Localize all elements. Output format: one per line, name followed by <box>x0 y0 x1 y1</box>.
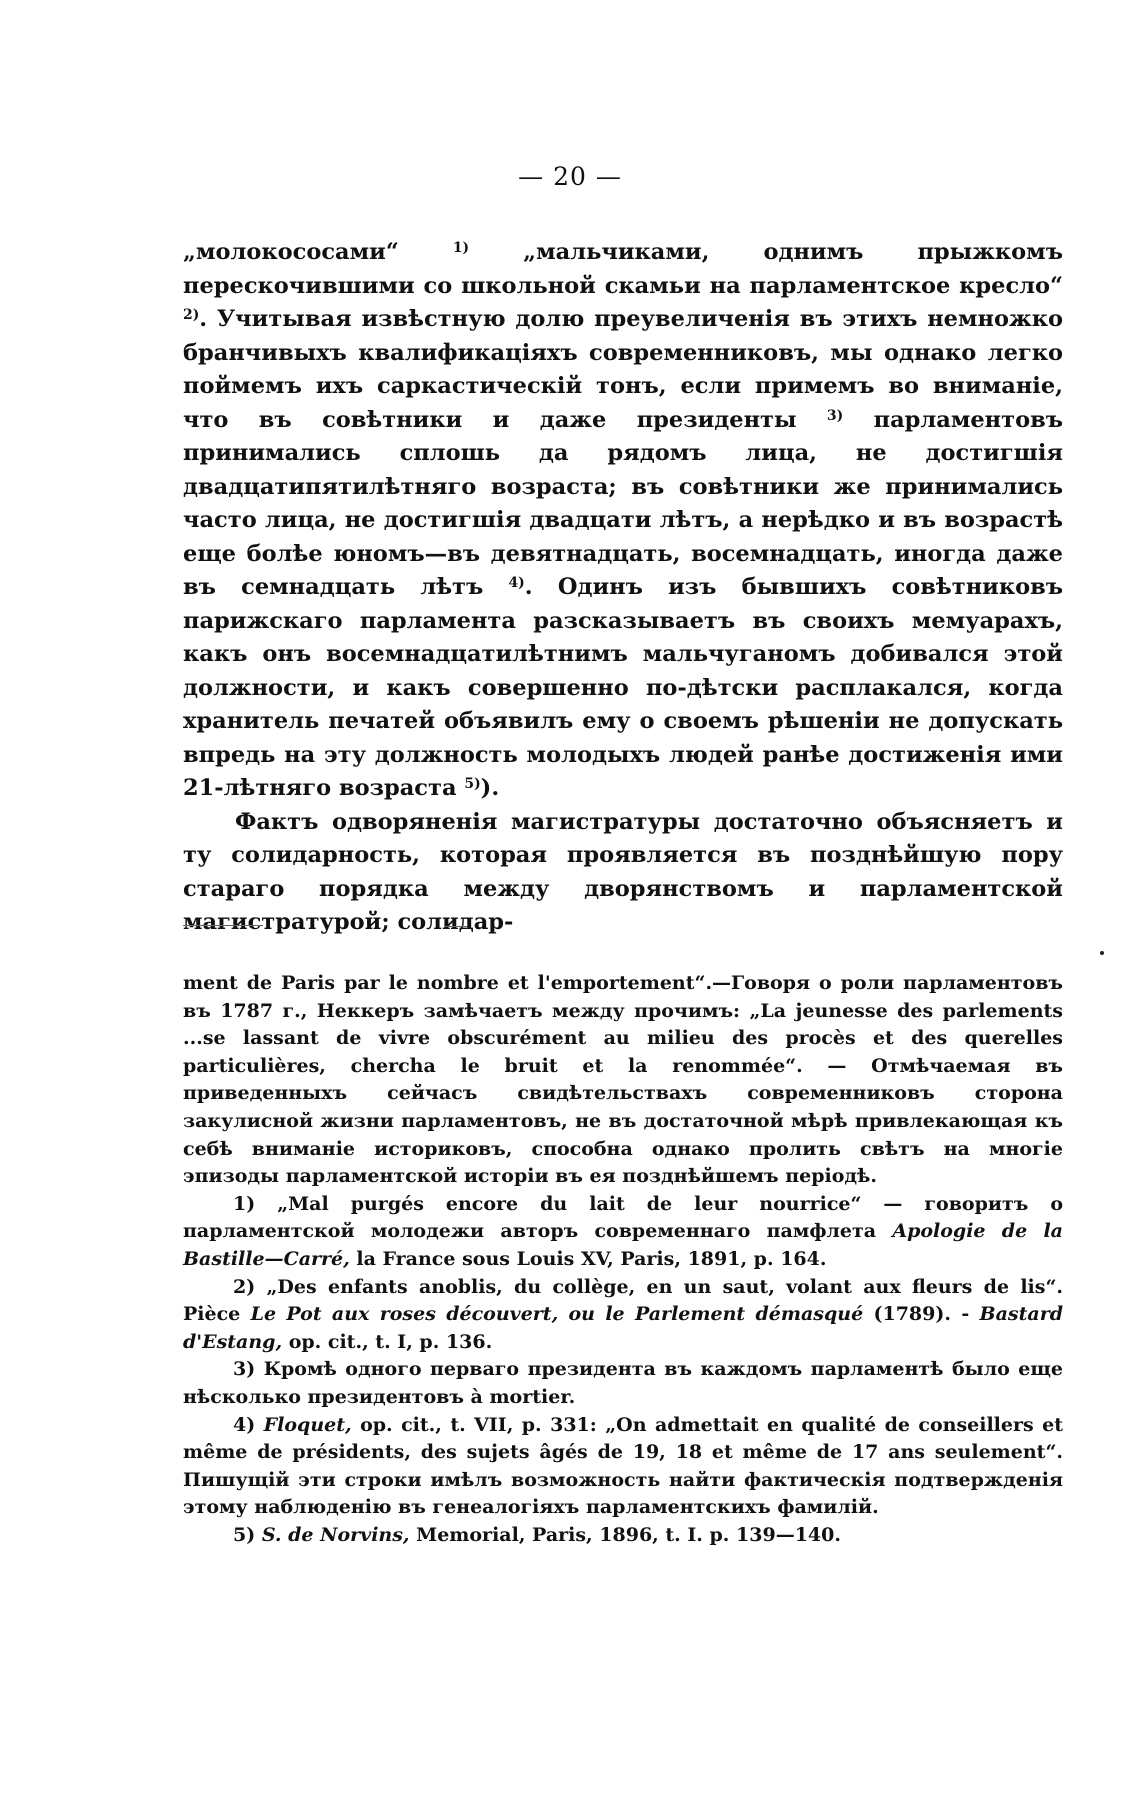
footnote-ref-5: 5) <box>464 776 481 793</box>
footnote-ref-2: 2) <box>183 307 200 324</box>
text-run: „Mal purgés encore du lait de leur nourrice“ — говоритъ о парламентской молодежи авторъ современнаго памфлета <box>183 1192 1063 1243</box>
footnote-mark: 5) <box>233 1523 256 1546</box>
footnote-ref-4: 4) <box>508 575 525 592</box>
text-run: . Учитывая извѣстную долю преувеличенія въ этихъ немножко бранчивыхъ квалификаціяхъ современниковъ, мы однако легко поймемъ ихъ саркастическій тонъ, если примемъ во вниманіе, что въ совѣтники и даже президенты <box>183 306 1063 433</box>
author-name: Floquet, <box>263 1413 352 1436</box>
text-run: „Des enfants anoblis, du collège, en un saut, volant aux fleurs de lis“. Pièce <box>183 1275 1063 1326</box>
footnote-mark: 3) <box>233 1358 256 1381</box>
text-run: . Одинъ изъ бывшихъ совѣтниковъ парижскаго парламента разсказываетъ въ своихъ мемуарахъ, какъ онъ восемнадцатилѣтнимъ мальчуганомъ добивался этой должности, и какъ совершенно по-дѣтски расплакался, когда хранитель печатей объявилъ ему о своемъ рѣшеніи не допускать впредь на эту должность молодыхъ людей ранѣе достиженія ими 21-лѣтняго возраста <box>183 574 1063 801</box>
paragraph-2: Фактъ одворяненія магистратуры достаточно объясняетъ и ту солидарность, которая проявляется въ позднѣйшую пору стараго порядка между дворянствомъ и парламентской магистратурой; солидар- <box>183 808 1063 935</box>
text-run: Кромѣ одного перваго президента въ каждомъ парламентѣ было еще нѣсколько президентовъ à mortier. <box>183 1358 1063 1408</box>
separator-line <box>445 926 467 927</box>
text-run: Memorial, Paris, 1896, t. I. p. 139—140. <box>409 1523 841 1546</box>
text-run: op. cit., t. I, p. 136. <box>282 1330 493 1353</box>
footnote-1 <box>183 1191 1063 1274</box>
page-number: — 20 — <box>518 162 622 191</box>
text-run: op. cit., t. VII, p. 331: „On admettait en qualité de conseillers et même de présidents, des sujets âgés de 19, 18 et même de 17 ans seulement“. Пишущій эти строки имѣлъ возможность найти фактическія подтвержденія этому наблюденію въ генеалогіяхъ парламентскихъ фамилій. <box>183 1413 1063 1519</box>
footnote-5 <box>183 1522 1063 1550</box>
footnote-ref-1: 1) <box>452 240 470 257</box>
main-text <box>183 236 1063 940</box>
footnotes <box>183 970 1063 1549</box>
text-run: „мальчиками, однимъ прыжкомъ перескочившими со школьной скамьи на парламентское кресло“ <box>183 239 1063 299</box>
footnote-mark: 4) <box>233 1413 256 1436</box>
text-run: ). <box>480 775 500 801</box>
margin-mark <box>1100 951 1104 955</box>
footnote-4 <box>183 1412 1063 1522</box>
footnote-3 <box>183 1356 1063 1411</box>
footnote-mark: 2) <box>233 1275 256 1298</box>
author-name: Bastard d'Estang, <box>183 1303 1063 1353</box>
footnote-separator <box>183 925 473 931</box>
work-title: Le Pot aux roses découvert, ou le Parlement démasqué <box>250 1303 864 1326</box>
text-run: парламентовъ принимались сплошь да рядомъ лица, не достигшія двадцатипятилѣтняго возраста; въ совѣтники же принимались часто лица, не достигшія двадцати лѣтъ, а нерѣдко и въ возрастѣ еще болѣе юномъ—въ девятнадцать, восемнадцать, иногда даже въ семнадцать лѣтъ <box>183 406 1063 600</box>
footnote-ref-3: 3) <box>826 407 844 424</box>
text-run: la France sous Louis XV, Paris, 1891, p. 164. <box>349 1247 827 1270</box>
work-title: Apologie de la Bastille—Carré, <box>183 1220 1063 1270</box>
separator-line <box>183 925 263 926</box>
text-run: „молокососами“ <box>183 239 453 265</box>
footnote-continuation: ment de Paris par le nombre et l'emportement“.—Говоря о роли парламентовъ въ 1787 г., Неккеръ замѣчаетъ между прочимъ: „La jeunesse des parlements ...se lassant de vivre obscurément au milieu des procès et des querelles particulières, chercha le bruit et la renommée“. — Отмѣчаемая въ приведенныхъ сейчасъ свидѣтельствахъ современниковъ сторона закулисной жизни парламентовъ, не въ достаточной мѣрѣ привлекающая къ себѣ вниманіе историковъ, способна однако пролить свѣтъ на многіе эпизоды парламентской исторіи въ ея позднѣйшемъ періодѣ. <box>183 972 1063 1188</box>
paragraph-1 <box>183 236 1063 806</box>
footnote-2 <box>183 1274 1063 1357</box>
text-run: (1789). - <box>863 1303 980 1326</box>
footnote-mark: 1) <box>233 1192 256 1215</box>
author-name: S. de Norvins, <box>261 1523 410 1546</box>
